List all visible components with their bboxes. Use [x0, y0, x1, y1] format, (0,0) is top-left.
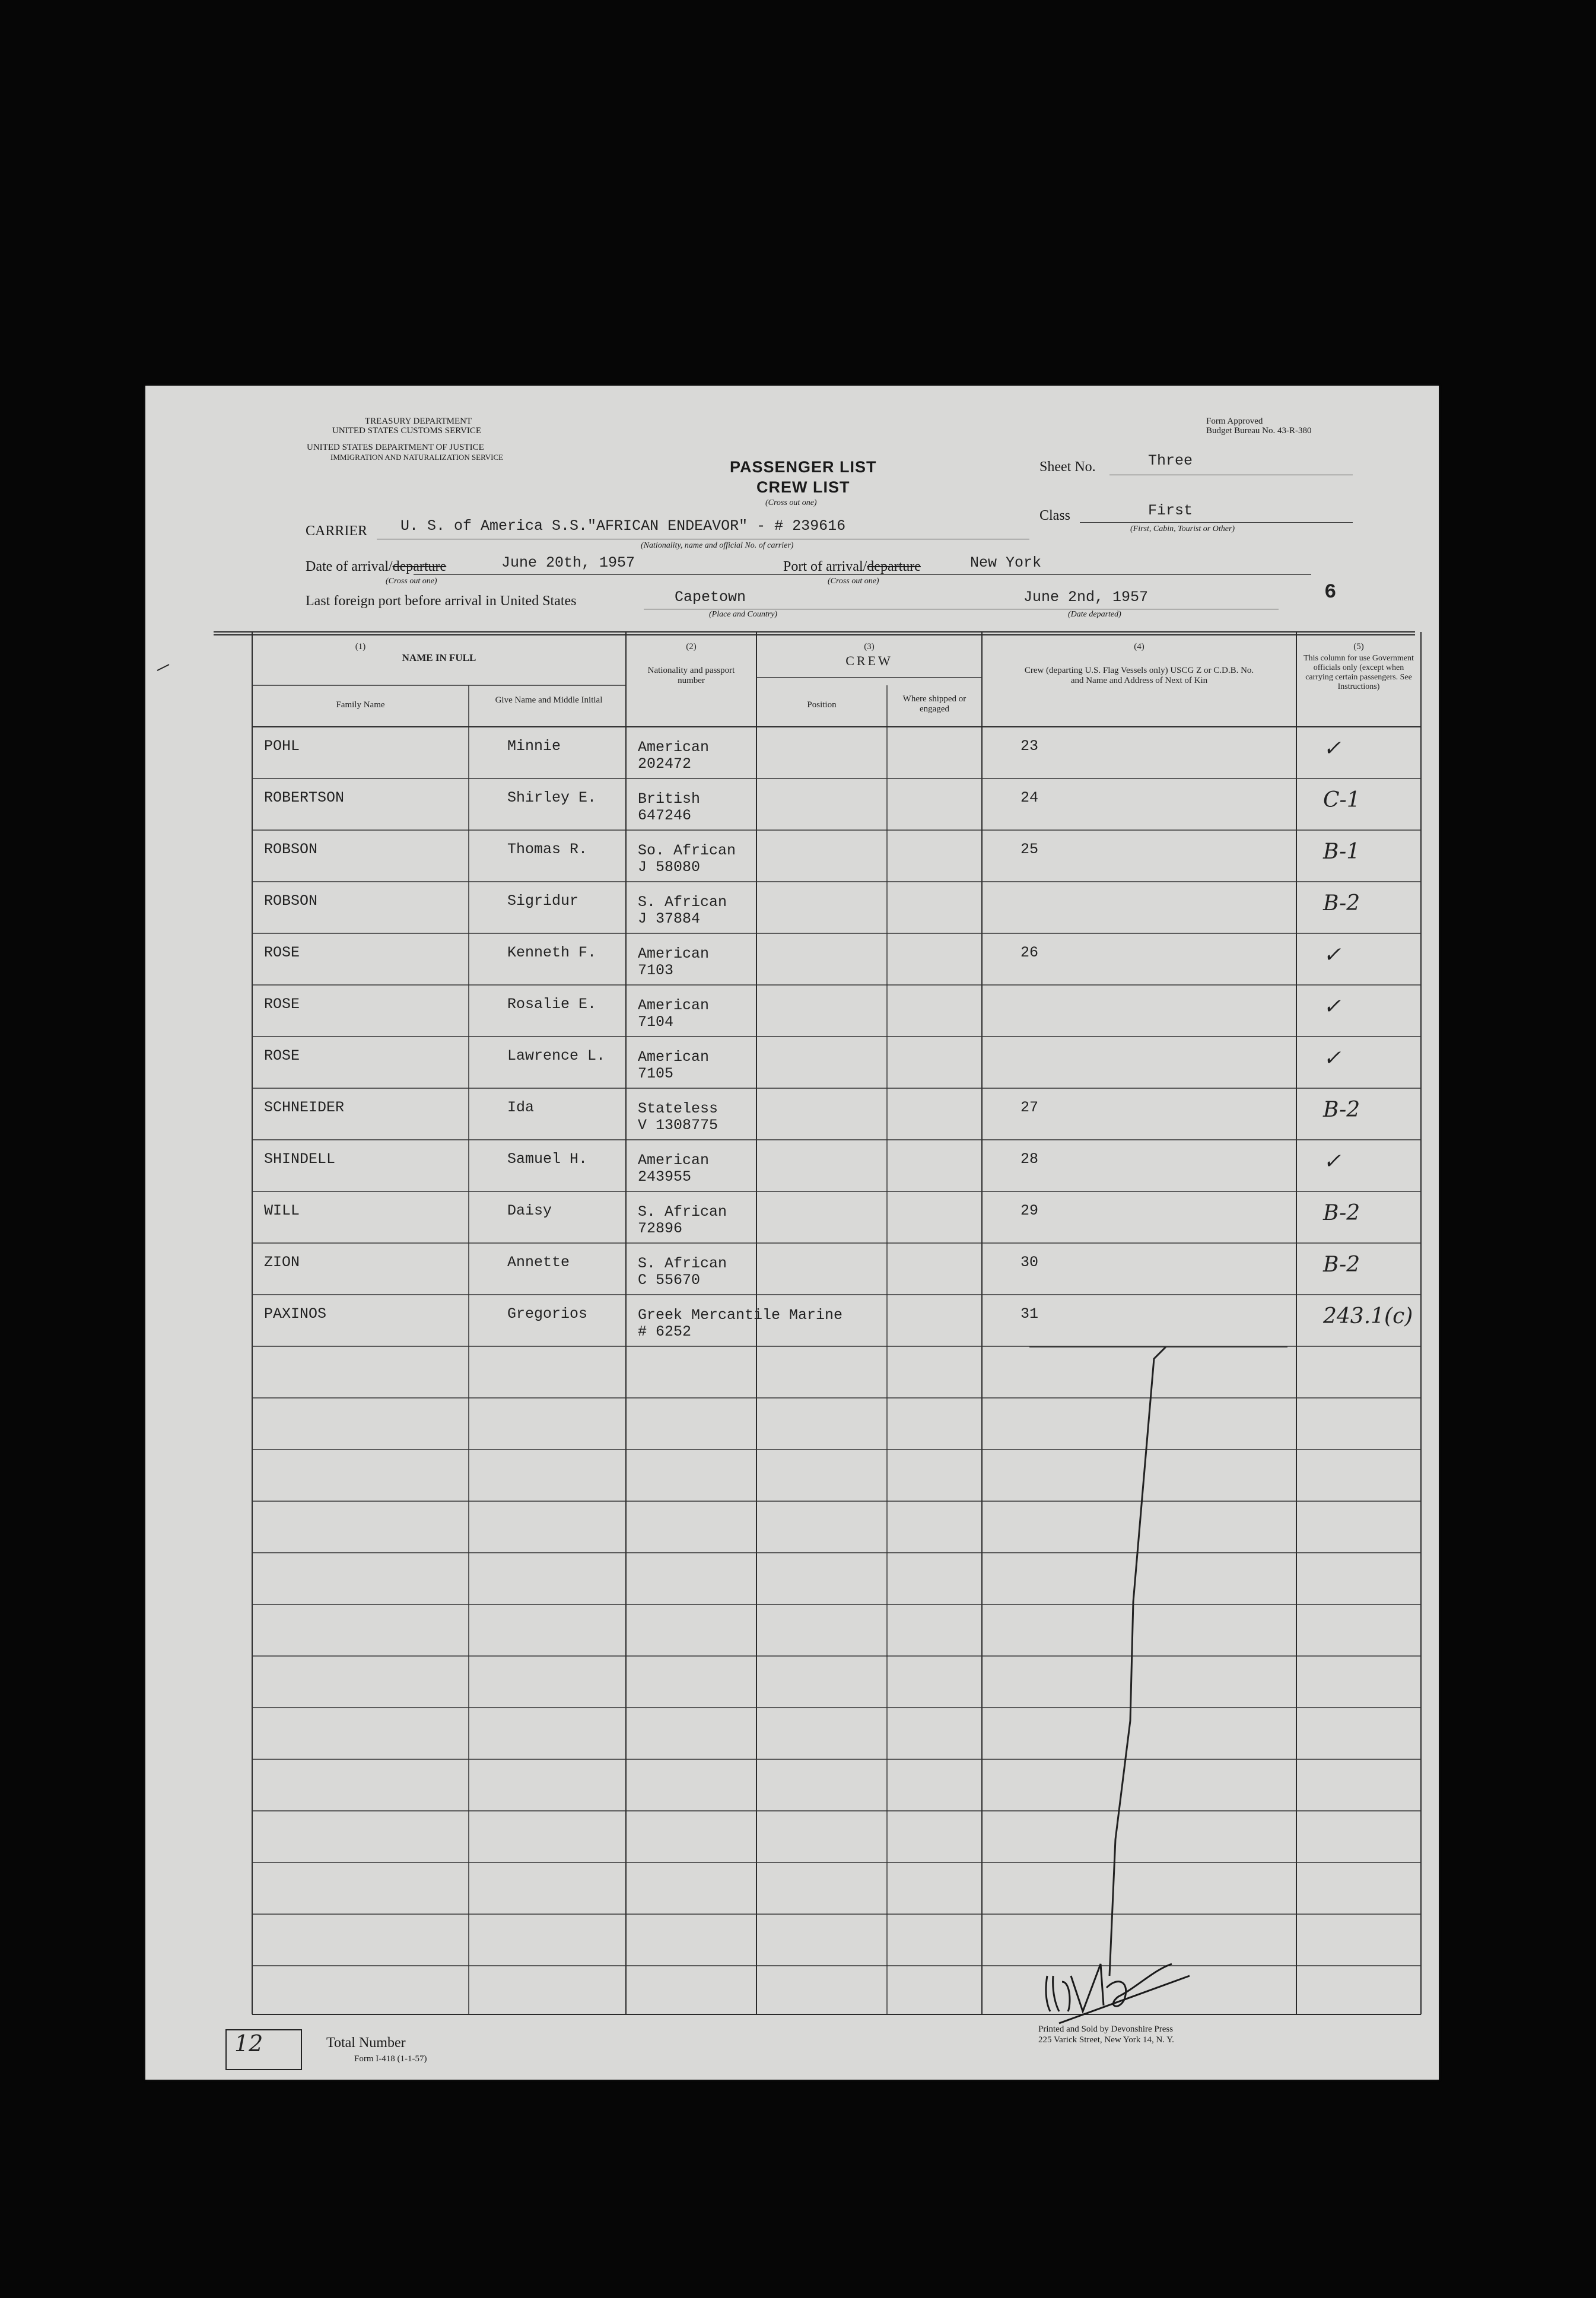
foreign-port-value: Capetown: [675, 589, 746, 606]
arrival-label-text: Date of arrival/: [306, 559, 393, 574]
row-official-mark: B-1: [1323, 840, 1360, 864]
total-value: 12: [234, 2030, 263, 2057]
row-nationality: S. African: [638, 1203, 727, 1220]
class-note: (First, Cabin, Tourist or Other): [1130, 525, 1235, 533]
col1-title: NAME IN FULL: [402, 652, 476, 663]
departed-value: June 2nd, 1957: [1023, 589, 1149, 606]
row-passport: 7104: [638, 1013, 674, 1031]
col4-num: (4): [1134, 642, 1144, 651]
justice-department: UNITED STATES DEPARTMENT OF JUSTICE: [307, 443, 484, 452]
row-given-name: Sigridur: [507, 892, 579, 910]
class-label: Class: [1039, 508, 1071, 523]
carrier-label: CARRIER: [306, 523, 368, 539]
row-given-name: Annette: [507, 1254, 570, 1271]
row-passport: V 1308775: [638, 1117, 718, 1134]
form-number: Form I-418 (1-1-57): [354, 2054, 427, 2064]
carrier-value: U. S. of America S.S."AFRICAN ENDEAVOR" - # 239616: [400, 517, 846, 535]
col4-title: Crew (departing U.S. Flag Vessels only) USCG Z or C.D.B. No. and Name and Address of Next of Kin: [1024, 666, 1254, 685]
pen-strokes: [145, 386, 1439, 2080]
row-number: 23: [1020, 738, 1039, 755]
page-mark: 6: [1324, 581, 1337, 604]
printer-line-2: 225 Varick Street, New York 14, N. Y.: [1038, 2035, 1174, 2045]
row-official-mark: B-2: [1323, 1098, 1360, 1122]
row-official-mark: B-2: [1323, 891, 1360, 916]
port-struck: departure: [867, 559, 921, 574]
arrival-value: June 20th, 1957: [501, 554, 635, 571]
row-passport: 243955: [638, 1168, 692, 1185]
row-family-name: SCHNEIDER: [264, 1099, 345, 1116]
row-given-name: Thomas R.: [507, 841, 588, 858]
row-family-name: ROSE: [264, 944, 300, 961]
row-nationality: American: [638, 945, 710, 962]
total-label: Total Number: [326, 2035, 406, 2051]
col5-num: (5): [1353, 642, 1364, 651]
row-number: 26: [1020, 944, 1039, 961]
row-nationality: Greek Mercantile Marine: [638, 1307, 843, 1324]
row-given-name: Shirley E.: [507, 789, 597, 806]
row-passport: C 55670: [638, 1272, 701, 1289]
arrival-struck: departure: [392, 559, 447, 574]
carrier-note: (Nationality, name and official No. of carrier): [641, 541, 794, 550]
sheet-label: Sheet No.: [1039, 459, 1096, 475]
col3-num: (3): [864, 642, 875, 651]
col3-where: Where shipped or engaged: [902, 694, 966, 714]
row-passport: 7103: [638, 962, 674, 979]
row-nationality: British: [638, 790, 701, 808]
customs-service: UNITED STATES CUSTOMS SERVICE: [332, 426, 482, 436]
row-official-mark: ✓: [1323, 736, 1341, 761]
col2-title: Nationality and passport number: [647, 666, 735, 685]
row-family-name: ROSE: [264, 1047, 300, 1064]
row-official-mark: B-2: [1323, 1201, 1360, 1225]
row-family-name: WILL: [264, 1202, 300, 1219]
row-passport: 647246: [638, 807, 692, 824]
row-nationality: American: [638, 1048, 710, 1066]
row-given-name: Samuel H.: [507, 1150, 588, 1168]
row-given-name: Minnie: [507, 738, 561, 755]
row-family-name: ROBSON: [264, 892, 318, 910]
row-official-mark: ✓: [1323, 1149, 1341, 1174]
row-family-name: ROBSON: [264, 841, 318, 858]
row-family-name: SHINDELL: [264, 1150, 336, 1168]
col1-num: (1): [355, 642, 366, 651]
row-family-name: ROBERTSON: [264, 789, 345, 806]
row-nationality: S. African: [638, 894, 727, 911]
row-official-mark: ✓: [1323, 994, 1341, 1019]
row-official-mark: 243.1(c): [1323, 1304, 1413, 1328]
row-nationality: S. African: [638, 1255, 727, 1272]
row-passport: J 37884: [638, 910, 701, 927]
row-family-name: ROSE: [264, 996, 300, 1013]
row-official-mark: ✓: [1323, 943, 1341, 967]
row-passport: 7105: [638, 1065, 674, 1082]
row-given-name: Daisy: [507, 1202, 552, 1219]
port-value: New York: [970, 554, 1042, 571]
row-passport: 202472: [638, 755, 692, 773]
form-approved: Form Approved: [1206, 417, 1263, 426]
row-number: 28: [1020, 1150, 1039, 1168]
row-official-mark: C-1: [1323, 788, 1360, 812]
row-family-name: POHL: [264, 738, 300, 755]
departed-note: (Date departed): [1068, 610, 1121, 619]
col1-family: Family Name: [336, 700, 385, 710]
row-given-name: Gregorios: [507, 1305, 588, 1323]
row-nationality: American: [638, 997, 710, 1014]
row-number: 24: [1020, 789, 1039, 806]
sheet-value: Three: [1148, 452, 1193, 469]
row-passport: 72896: [638, 1220, 683, 1237]
row-number: 27: [1020, 1099, 1039, 1116]
row-passport: # 6252: [638, 1323, 692, 1340]
printer-line-1: Printed and Sold by Devonshire Press: [1038, 2024, 1174, 2034]
class-value: First: [1148, 502, 1193, 519]
title-cross-out-note: (Cross out one): [765, 498, 817, 507]
foreign-port-label: Last foreign port before arrival in United States: [306, 593, 577, 609]
row-official-mark: B-2: [1323, 1253, 1360, 1277]
signature: [1035, 1940, 1213, 2029]
col3-title: CREW: [845, 653, 893, 668]
arrival-note: (Cross out one): [386, 577, 437, 586]
col2-num: (2): [686, 642, 697, 651]
row-number: 29: [1020, 1202, 1039, 1219]
row-nationality: American: [638, 1152, 710, 1169]
col5-title: This column for use Government officials only (except when carrying certain passengers. See Instructions): [1303, 654, 1414, 691]
col1-given: Give Name and Middle Initial: [495, 695, 603, 705]
col3-position: Position: [807, 700, 837, 710]
port-label-text: Port of arrival/: [783, 559, 867, 574]
foreign-port-note: (Place and Country): [709, 610, 778, 619]
passenger-list-title: PASSENGER LIST: [730, 458, 877, 476]
treasury-department: TREASURY DEPARTMENT: [365, 417, 472, 426]
row-number: 31: [1020, 1305, 1039, 1323]
row-nationality: Stateless: [638, 1100, 718, 1117]
immigration-service: IMMIGRATION AND NATURALIZATION SERVICE: [330, 453, 504, 462]
row-given-name: Lawrence L.: [507, 1047, 606, 1064]
row-official-mark: ✓: [1323, 1046, 1341, 1070]
budget-bureau: Budget Bureau No. 43-R-380: [1206, 426, 1312, 436]
row-family-name: PAXINOS: [264, 1305, 327, 1323]
row-given-name: Rosalie E.: [507, 996, 597, 1013]
row-nationality: So. African: [638, 842, 736, 859]
row-passport: J 58080: [638, 859, 701, 876]
crew-list-title: CREW LIST: [756, 478, 850, 496]
port-note: (Cross out one): [828, 577, 879, 586]
row-number: 25: [1020, 841, 1039, 858]
form-sheet: [145, 386, 1439, 2080]
row-given-name: Ida: [507, 1099, 535, 1116]
row-number: 30: [1020, 1254, 1039, 1271]
row-given-name: Kenneth F.: [507, 944, 597, 961]
row-nationality: American: [638, 739, 710, 756]
row-family-name: ZION: [264, 1254, 300, 1271]
